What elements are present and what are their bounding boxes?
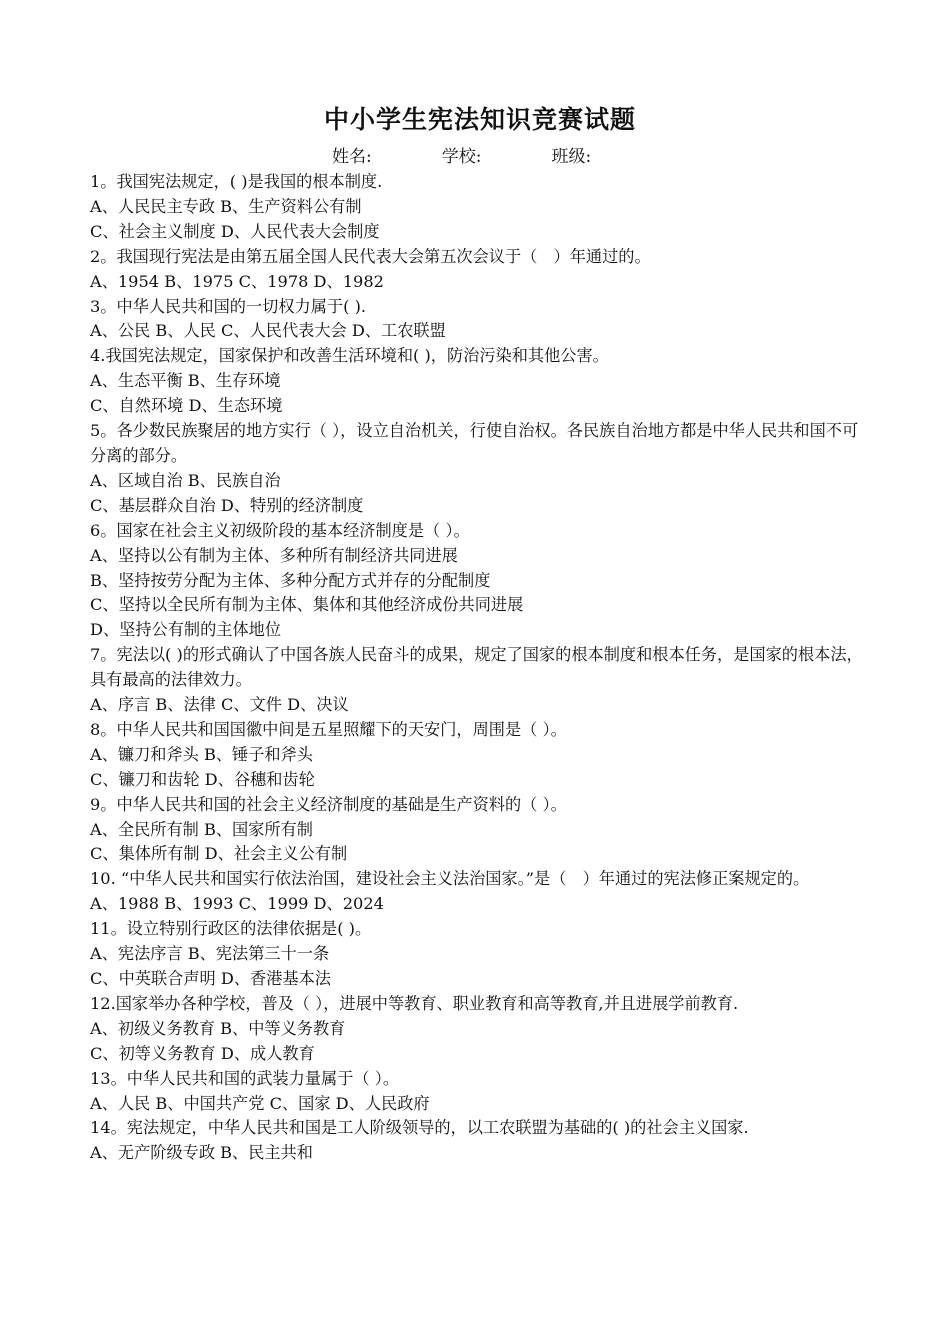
answer-options-line: A、区域自治 B、民族自治 (90, 470, 281, 490)
question-item (90, 992, 870, 1067)
answer-options-line: B、坚持按劳分配为主体、多种分配方式并存的分配制度 (90, 570, 491, 590)
question-stem: 14。宪法规定，中华人民共和国是工人阶级领导的，以工农联盟为基础的( )的社会主义国家. (90, 1118, 749, 1138)
question-item (90, 170, 870, 245)
question-item (90, 295, 870, 345)
question-item (90, 867, 870, 917)
answer-options-line: A、人民民主专政 B、生产资料公有制 (90, 196, 362, 216)
answer-options-line: A、生态平衡 B、生存环境 (90, 371, 281, 391)
question-stem: 12.国家举办各种学校，普及（ ），进展中等教育、职业教育和高等教育,并且进展学前教育. (90, 993, 739, 1013)
answer-options-line: A、无产阶级专政 B、民主共和 (90, 1143, 313, 1163)
answer-options-line: A、全民所有制 B、国家所有制 (90, 819, 313, 839)
question-item (90, 1116, 870, 1166)
class-label: 班级: (551, 147, 592, 167)
answer-options-line: A、镰刀和斧头 B、锤子和斧头 (90, 744, 313, 764)
answer-options-line: A、公民 B、人民 C、人民代表大会 D、工农联盟 (90, 321, 446, 341)
question-item (90, 718, 870, 793)
answer-options-line: A、宪法序言 B、宪法第三十一条 (90, 944, 330, 964)
question-stem: 6。国家在社会主义初级阶段的基本经济制度是（ ）。 (90, 520, 470, 540)
question-item (90, 643, 870, 718)
answer-options-line: D、坚持公有制的主体地位 (90, 620, 282, 640)
answer-options-line: A、坚持以公有制为主体、多种所有制经济共同进展 (90, 545, 458, 565)
question-stem: 11。设立特别行政区的法律依据是( )。 (90, 919, 372, 939)
question-item (90, 793, 870, 868)
question-item (90, 1067, 870, 1117)
answer-options-line: A、1954 B、1975 C、1978 D、1982 (90, 271, 384, 291)
answer-options-line: A、人民 B、中国共产党 C、国家 D、人民政府 (90, 1093, 430, 1113)
question-stem: 10. “中华人民共和国实行依法治国，建设社会主义法治国家。”是（ ）年通过的宪法修正案规定的。 (90, 869, 810, 889)
answer-options-line: C、镰刀和齿轮 D、谷穗和齿轮 (90, 769, 315, 789)
question-stem: 7。宪法以( )的形式确认了中国各族人民奋斗的成果，规定了国家的根本制度和根本任务，是国家的根本法，具有最高的法律效力。 (90, 645, 863, 690)
question-item (90, 245, 870, 295)
school-label: 学校: (441, 147, 482, 167)
question-stem: 4.我国宪法规定，国家保护和改善生活环境和( )，防治污染和其他公害。 (90, 346, 609, 366)
name-label: 姓名: (332, 147, 372, 167)
answer-options-line: C、中英联合声明 D、香港基本法 (90, 969, 331, 988)
answer-options-line: C、基层群众自治 D、特别的经济制度 (90, 495, 364, 515)
answer-options-line: C、社会主义制度 D、人民代表大会制度 (90, 221, 380, 241)
answer-options-line: C、初等义务教育 D、成人教育 (90, 1043, 315, 1063)
question-list (90, 170, 870, 1166)
question-item (90, 917, 870, 992)
question-stem: 1。我国宪法规定，( )是我国的根本制度. (90, 172, 383, 191)
answer-options-line: A、1988 B、1993 C、1999 D、2024 (90, 894, 384, 914)
page-title: 中小学生宪法知识竞赛试题 (323, 105, 636, 134)
answer-options-line: C、自然环境 D、生态环境 (90, 396, 283, 416)
question-stem: 13。中华人民共和国的武装力量属于（ ）。 (90, 1068, 400, 1088)
answer-options-line: A、初级义务教育 B、中等义务教育 (90, 1018, 346, 1038)
question-item (90, 344, 870, 419)
question-stem: 3。中华人民共和国的一切权力属于( ). (90, 296, 367, 316)
answer-options-line: C、坚持以全民所有制为主体、集体和其他经济成份共同进展 (90, 595, 524, 615)
answer-options-line: C、集体所有制 D、社会主义公有制 (90, 844, 348, 864)
student-info-line (90, 146, 870, 168)
question-stem: 2。我国现行宪法是由第五届全国人民代表大会第五次会议于（ ）年通过的。 (90, 246, 651, 266)
question-item (90, 419, 870, 519)
question-stem: 8。中华人民共和国国徽中间是五星照耀下的天安门，周围是（ ）。 (90, 719, 567, 739)
question-stem: 9。中华人民共和国的社会主义经济制度的基础是生产资料的（ ）。 (90, 794, 567, 814)
answer-options-line: A、序言 B、法律 C、文件 D、决议 (90, 695, 349, 715)
question-stem: 5。各少数民族聚居的地方实行（ ），设立自治机关，行使自治权。各民族自治地方都是中华人民共和国不可分离的部分。 (90, 421, 859, 465)
question-item (90, 519, 870, 644)
